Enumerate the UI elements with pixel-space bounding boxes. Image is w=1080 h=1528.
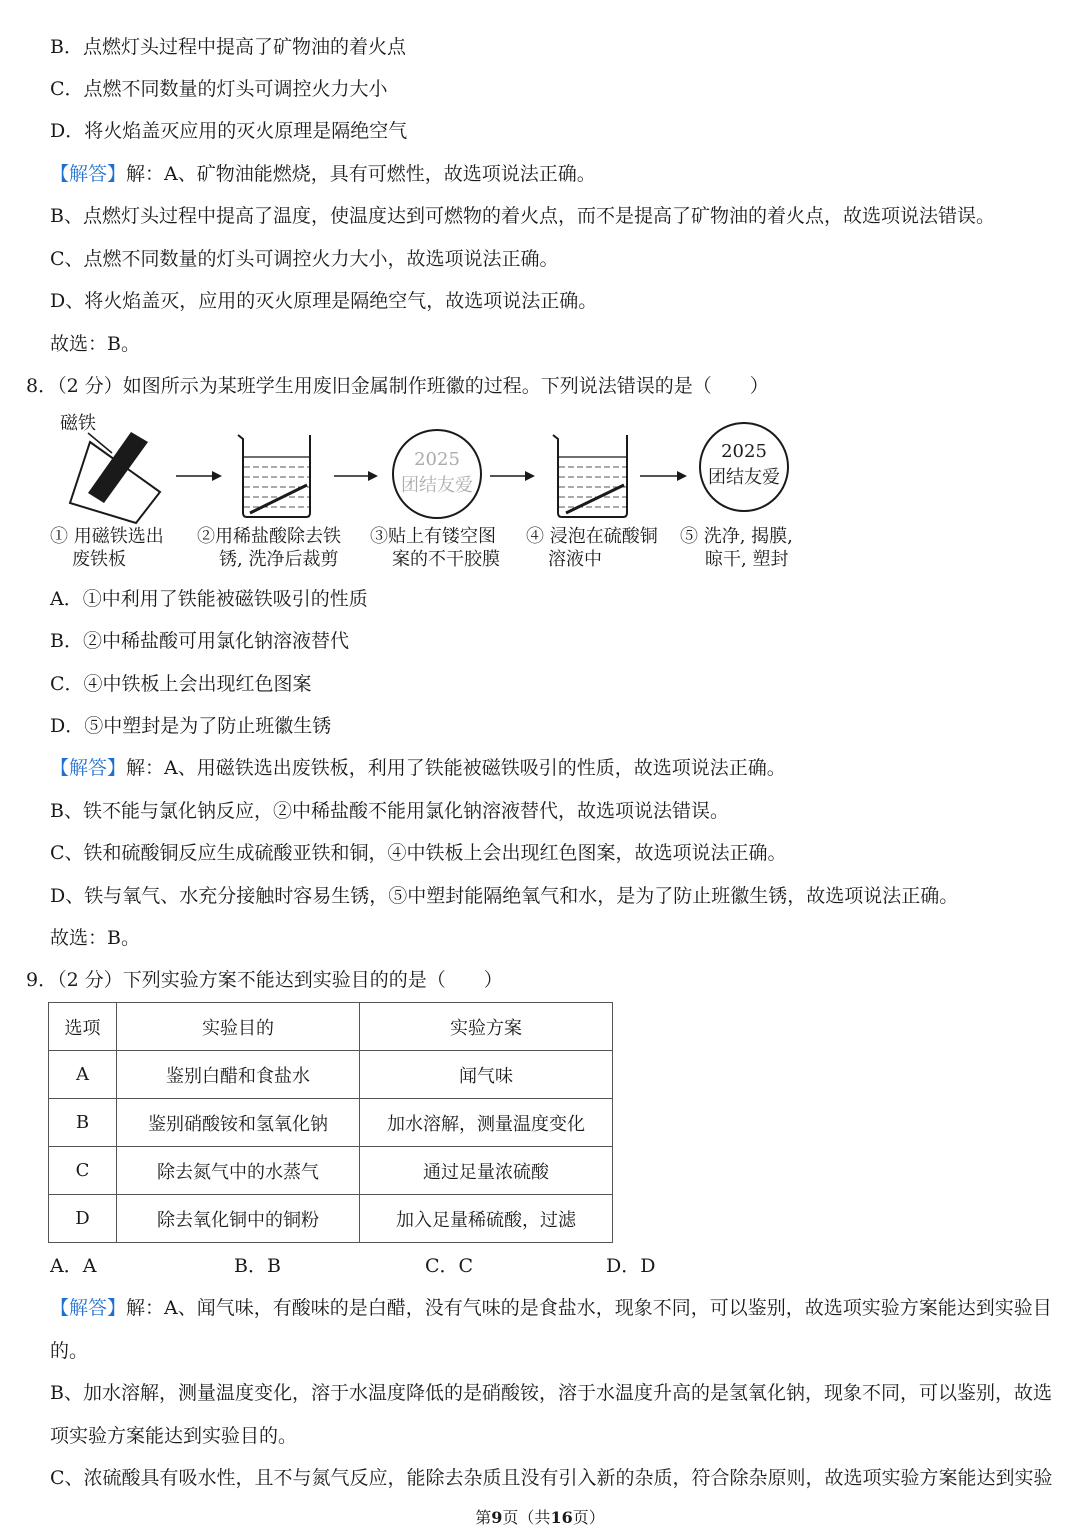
page-number: 9	[491, 1508, 503, 1527]
badge-year-gray: 2025	[414, 449, 460, 470]
table-cell: 加入足量稀硫酸，过滤	[360, 1195, 613, 1243]
table-cell: C	[49, 1147, 117, 1195]
table-cell: A	[49, 1051, 117, 1099]
q9-answer-line: C、浓硫酸具有吸水性，且不与氮气反应，能除去杂质且没有引入新的杂质，符合除杂原则，故选项实验方案能达到实验	[50, 1467, 1053, 1489]
table-header: 选项	[49, 1003, 117, 1051]
badge-text: 团结友爱	[708, 467, 780, 488]
answer-tag: 【解答】	[50, 163, 127, 185]
q7-answer-line	[50, 162, 596, 186]
answer-tag: 【解答】	[50, 1297, 127, 1319]
table-row	[49, 1099, 613, 1147]
beaker-icon	[238, 435, 310, 517]
table-cell: 加水溶解，测量温度变化	[360, 1099, 613, 1147]
q9-answer-line: 的。	[50, 1340, 89, 1362]
q8-option-d: D．⑤中塑封是为了防止班徽生锈	[50, 715, 332, 737]
table-cell: D	[49, 1195, 117, 1243]
arrow-icon	[334, 471, 378, 481]
step-3-caption: ③贴上有镂空图 案的不干胶膜	[370, 526, 500, 570]
step-1-caption: ① 用磁铁选出 废铁板	[50, 526, 164, 570]
table-cell: 通过足量浓硫酸	[360, 1147, 613, 1195]
q7-answer-line: 故选：B。	[50, 333, 140, 355]
q7-answer-line: C、点燃不同数量的灯头可调控火力大小，故选项说法正确。	[50, 248, 559, 270]
arrow-icon	[640, 471, 687, 481]
q7-option-b: B．点燃灯头过程中提高了矿物油的着火点	[50, 36, 406, 58]
step-4-caption: ④ 浸泡在硫酸铜 溶液中	[526, 526, 658, 570]
table-header-row	[49, 1003, 613, 1051]
badge-text-gray: 团结友爱	[401, 475, 473, 496]
step-2-caption: ②用稀盐酸除去铁 锈, 洗净后裁剪	[197, 526, 341, 570]
answer-text: 解：A、用磁铁选出废铁板，利用了铁能被磁铁吸引的性质，故选项说法正确。	[126, 757, 786, 779]
q8-option-a: A．①中利用了铁能被磁铁吸引的性质	[50, 588, 368, 610]
q9-answer-line	[50, 1296, 1052, 1320]
q7-option-c: C．点燃不同数量的灯头可调控火力大小	[50, 78, 388, 100]
q9-stem: 9．（2 分）下列实验方案不能达到实验目的的是（ ）	[26, 969, 503, 991]
q8-option-b: B．②中稀盐酸可用氯化钠溶液替代	[50, 630, 349, 652]
table-cell: 鉴别硝酸铵和氢氧化钠	[117, 1099, 360, 1147]
q9-answer-line: 项实验方案能达到实验目的。	[50, 1425, 298, 1447]
arrow-icon	[490, 471, 535, 481]
magnet-label: 磁铁	[60, 413, 96, 434]
page-total: 16	[550, 1508, 573, 1527]
q9-choice-c: C．C	[425, 1255, 474, 1277]
q7-answer-line: D、将火焰盖灭，应用的灭火原理是隔绝空气，故选项说法正确。	[50, 290, 598, 312]
q8-option-c: C．④中铁板上会出现红色图案	[50, 673, 312, 695]
q8-answer-line: 故选：B。	[50, 927, 140, 949]
q9-choice-a: A．A	[50, 1255, 97, 1277]
q8-stem: 8．（2 分）如图所示为某班学生用废旧金属制作班徽的过程。下列说法错误的是（ ）	[26, 375, 769, 397]
q9-choice-d: D．D	[606, 1255, 656, 1277]
q8-answer-line: C、铁和硫酸铜反应生成硫酸亚铁和铜，④中铁板上会出现红色图案，故选项说法正确。	[50, 842, 787, 864]
q8-answer-line: D、铁与氧气、水充分接触时容易生锈，⑤中塑封能隔绝氧气和水，是为了防止班徽生锈，故选项说法正确。	[50, 885, 959, 907]
badge-year: 2025	[721, 441, 767, 462]
table-cell: 除去氮气中的水蒸气	[117, 1147, 360, 1195]
badge-outline-shape	[393, 430, 481, 518]
table-cell: 除去氧化铜中的铜粉	[117, 1195, 360, 1243]
table-cell: B	[49, 1099, 117, 1147]
table-header: 实验目的	[117, 1003, 360, 1051]
magnet-bar-shape	[88, 432, 148, 503]
table-cell: 鉴别白醋和食盐水	[117, 1051, 360, 1099]
answer-text: 解：A、闻气味，有酸味的是白醋，没有气味的是食盐水，现象不同，可以鉴别，故选项实验方案能达到实验目	[126, 1297, 1052, 1319]
q8-answer-line: B、铁不能与氯化钠反应，②中稀盐酸不能用氯化钠溶液替代，故选项说法错误。	[50, 800, 729, 822]
beaker-icon	[553, 435, 627, 517]
q8-answer-line	[50, 756, 786, 780]
table-row	[49, 1195, 613, 1243]
experiment-table	[48, 1002, 613, 1243]
q9-answer-line: B、加水溶解，测量温度变化，溶于水温度降低的是硝酸铵，溶于水温度升高的是氢氧化钠，现象不同，可以鉴别，故选	[50, 1382, 1052, 1404]
table-row	[49, 1051, 613, 1099]
q9-choice-b: B．B	[234, 1255, 281, 1277]
table-cell: 闻气味	[360, 1051, 613, 1099]
table-header: 实验方案	[360, 1003, 613, 1051]
arrow-icon	[176, 471, 222, 481]
table-row	[49, 1147, 613, 1195]
answer-text: 解：A、矿物油能燃烧，具有可燃性，故选项说法正确。	[126, 163, 596, 185]
answer-tag: 【解答】	[50, 757, 127, 779]
q7-option-d: D．将火焰盖灭应用的灭火原理是隔绝空气	[50, 120, 408, 142]
q7-answer-line: B、点燃灯头过程中提高了温度，使温度达到可燃物的着火点，而不是提高了矿物油的着火点，故选项说法错误。	[50, 205, 995, 227]
step-5-caption: ⑤ 洗净, 揭膜, 晾干, 塑封	[680, 526, 793, 570]
page-footer: 第9页（共16页）	[475, 1508, 605, 1527]
